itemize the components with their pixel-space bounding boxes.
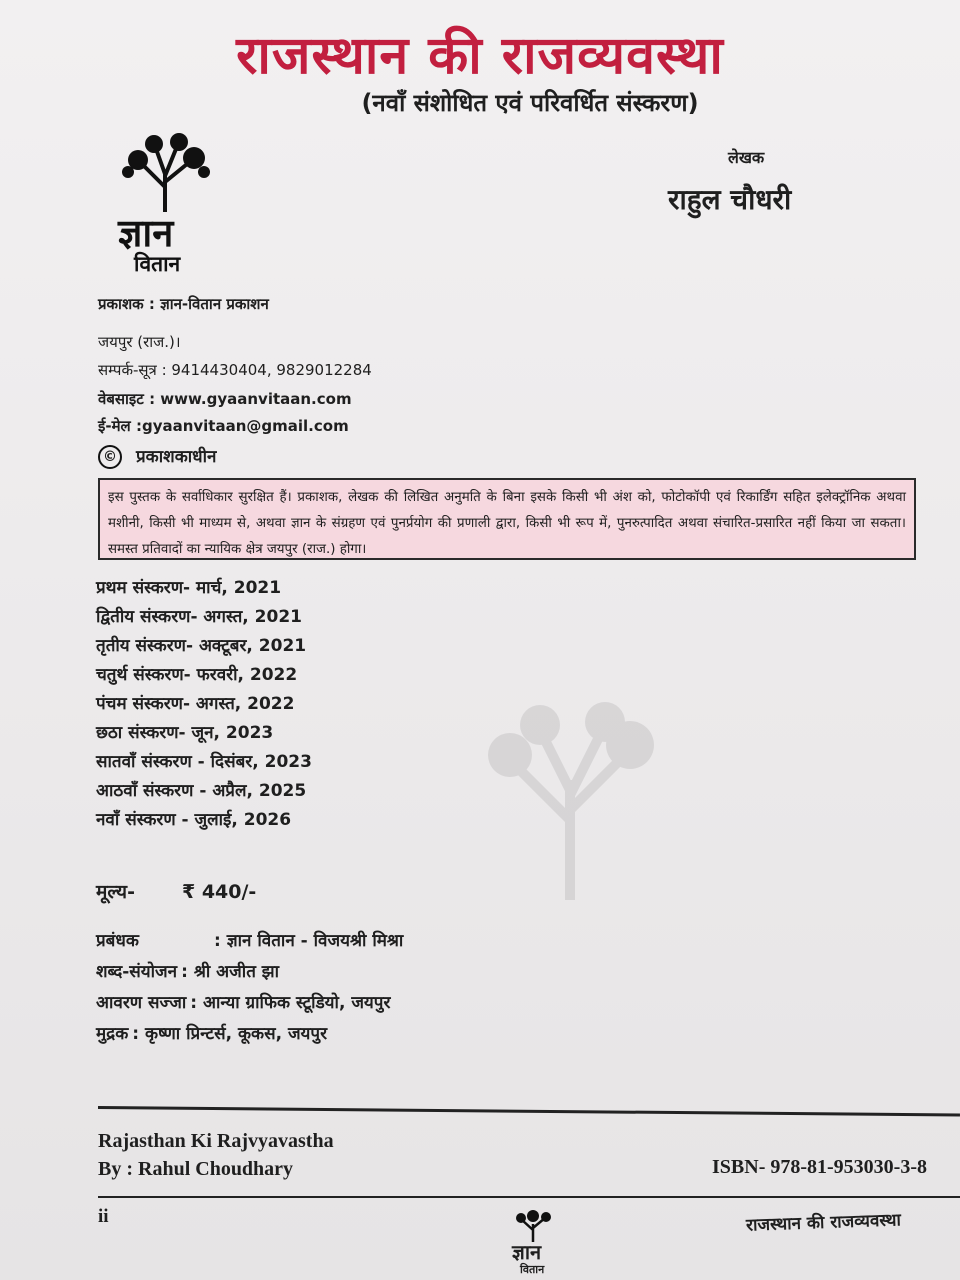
credits-list (96, 926, 403, 1050)
publisher-logo (110, 132, 240, 282)
edition-item: सातवाँ संस्करण - दिसंबर, 2023 (96, 752, 312, 772)
author-label: लेखक (728, 148, 765, 167)
edition-list (96, 574, 312, 835)
book-title: राजस्थान की राजव्यवस्था (236, 26, 724, 86)
edition-subtitle: (नवाँ संशोधित एवं परिवर्धित संस्करण) (361, 89, 699, 117)
price-label: मूल्य- (96, 881, 135, 903)
edition-item: प्रथम संस्करण- मार्च, 2021 (96, 578, 282, 598)
author-name: राहुल चौधरी (668, 183, 792, 216)
logo-sub-text: वितान (134, 252, 181, 276)
copyright-row (98, 444, 216, 469)
divider-top (98, 1106, 960, 1117)
price-value: ₹ 440/- (182, 881, 257, 903)
edition-item: द्वितीय संस्करण- अगस्त, 2021 (96, 607, 302, 627)
publisher-contact: सम्पर्क-सूत्र : 9414430404, 9829012284 (98, 361, 372, 379)
copyright-icon: © (98, 445, 122, 469)
edition-item: छठा संस्करण- जून, 2023 (96, 723, 274, 743)
watermark-tree-icon (420, 700, 720, 1060)
edition-item: चतुर्थ संस्करण- फरवरी, 2022 (96, 665, 298, 685)
copyright-text: प्रकाशकाधीन (136, 447, 217, 467)
logo-main-text: ज्ञान (118, 211, 174, 255)
divider-bottom (98, 1196, 960, 1198)
publisher-city: जयपुर (राज.)। (98, 333, 181, 351)
credit-value: : ज्ञान वितान - विजयश्री मिश्रा (214, 931, 404, 951)
edition-item: नवाँ संस्करण - जुलाई, 2026 (96, 810, 292, 830)
isbn: ISBN- 978-81-953030-3-8 (712, 1156, 927, 1178)
publisher-email: ई-मेल :gyaanvitaan@gmail.com (98, 417, 349, 435)
rights-notice: इस पुस्तक के सर्वाधिकार सुरक्षित हैं। प्रकाशक, लेखक की लिखित अनुमति के बिना इसके किसी भी अंश को, फोटोकॉपी एवं रिकार्डिंग सहित इलेक्ट्रॉनिक अथवा मशीनी, किसी भी माध्यम से, अथवा ज्ञान के संग्रहण एवं पुनर्प्रयोग की प्रणाली द्वारा, किसी भी रूप में, पुनरुत्पादित अथवा संचारित-प्रसारित नहीं किया जा सकता। समस्त प्रतिवादों का न्यायिक क्षेत्र जयपुर (राज.) होगा। (98, 478, 916, 560)
page-number: ii (98, 1206, 109, 1227)
credit-value: : आन्या ग्राफिक स्टूडियो, जयपुर (190, 993, 391, 1013)
credit-key: आवरण सज्जा (96, 993, 187, 1013)
footer-logo-sub: वितान (520, 1263, 545, 1276)
credit-value: : कृष्णा प्रिन्टर्स, कूकस, जयपुर (132, 1024, 328, 1044)
english-title: Rajasthan Ki Rajvyavastha (98, 1130, 334, 1152)
publisher-line: प्रकाशक : ज्ञान-वितान प्रकाशन (98, 295, 269, 313)
credit-value: : श्री अजीत झा (181, 962, 280, 982)
credit-key: मुद्रक (96, 1024, 129, 1044)
publisher-website: वेबसाइट : www.gyaanvitaan.com (98, 390, 352, 408)
credit-row (96, 957, 403, 988)
footer-logo (508, 1208, 558, 1278)
credit-row (96, 1019, 403, 1050)
english-author: By : Rahul Choudhary (98, 1158, 294, 1180)
tree-icon (508, 1208, 558, 1242)
tree-icon (110, 132, 220, 212)
edition-item: पंचम संस्करण- अगस्त, 2022 (96, 694, 295, 714)
edition-item: आठवाँ संस्करण - अप्रैल, 2025 (96, 781, 307, 801)
edition-item: तृतीय संस्करण- अक्टूबर, 2021 (96, 636, 307, 656)
footer-logo-main: ज्ञान (512, 1240, 542, 1264)
credit-key: प्रबंधक (96, 931, 139, 951)
price-row (96, 878, 256, 904)
credit-row (96, 926, 403, 957)
running-head: राजस्थान की राजव्यवस्था (745, 1210, 902, 1236)
credit-key: शब्द-संयोजन (96, 962, 178, 982)
credit-row (96, 988, 403, 1019)
